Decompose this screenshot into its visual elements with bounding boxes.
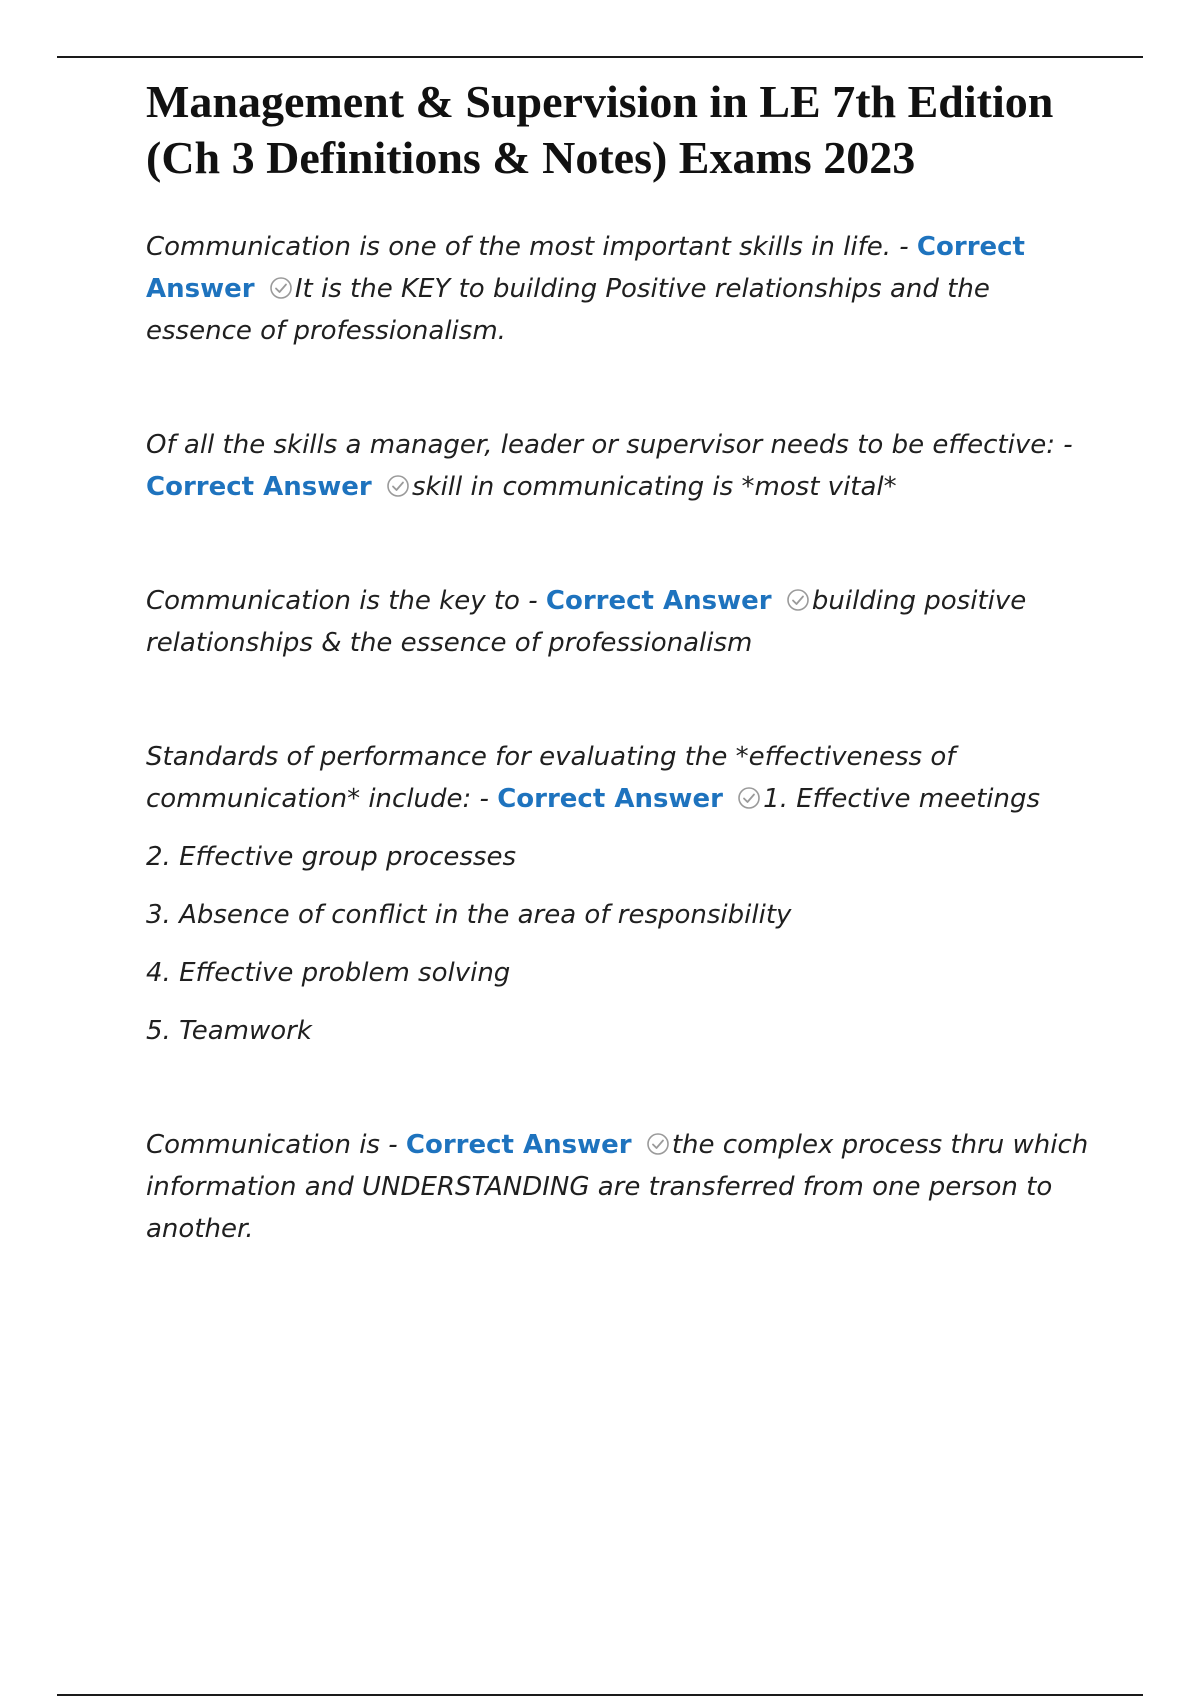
answer-text: 1. Effective meetings bbox=[763, 784, 1041, 814]
bottom-rule bbox=[57, 1694, 1143, 1696]
qa-item bbox=[146, 1124, 1096, 1250]
qa-item bbox=[146, 424, 1096, 508]
check-circle-icon bbox=[269, 276, 293, 300]
correct-answer-label: Correct Answer bbox=[497, 784, 723, 814]
check-circle-icon bbox=[646, 1132, 670, 1156]
qa-item bbox=[146, 226, 1096, 352]
answer-list-item: 4. Effective problem solving bbox=[146, 958, 511, 988]
check-circle-icon bbox=[786, 588, 810, 612]
check-circle-icon bbox=[386, 474, 410, 498]
document-title: Management & Supervision in LE 7th Edition (Ch 3 Definitions & Notes) Exams 2023 bbox=[146, 76, 1054, 183]
qa-item bbox=[146, 736, 1096, 1052]
question-text: Standards of performance for evaluating the *effectiveness of communication* include: - bbox=[146, 742, 956, 814]
question-text: Communication is one of the most important skills in life. - bbox=[146, 232, 917, 262]
document-body bbox=[146, 74, 1096, 1250]
question-text: Communication is the key to - bbox=[146, 586, 546, 616]
answer-text: the complex process thru which information and UNDERSTANDING are transferred from one person to another. bbox=[146, 1130, 1089, 1244]
top-rule bbox=[57, 56, 1143, 58]
qa-question-line bbox=[146, 736, 1096, 820]
correct-answer-label: Correct Answer bbox=[545, 586, 772, 616]
answer-list-item: 2. Effective group processes bbox=[146, 842, 516, 872]
correct-answer-label: Correct Answer bbox=[146, 232, 1025, 304]
correct-answer-label: Correct Answer bbox=[405, 1130, 632, 1160]
qa-item bbox=[146, 580, 1096, 664]
answer-text: skill in communicating is *most vital* bbox=[411, 472, 897, 502]
answer-text: building positive relationships & the essence of professionalism bbox=[146, 586, 1027, 658]
answer-list-item: 3. Absence of conflict in the area of responsibility bbox=[146, 900, 792, 930]
correct-answer-label: Correct Answer bbox=[146, 472, 372, 502]
question-text: Of all the skills a manager, leader or supervisor needs to be effective: - bbox=[146, 430, 1073, 460]
check-circle-icon bbox=[737, 786, 761, 810]
answer-text: It is the KEY to building Positive relationships and the essence of professionalism. bbox=[146, 274, 990, 346]
answer-list-item: 5. Teamwork bbox=[146, 1016, 312, 1046]
question-text: Communication is - bbox=[146, 1130, 406, 1160]
